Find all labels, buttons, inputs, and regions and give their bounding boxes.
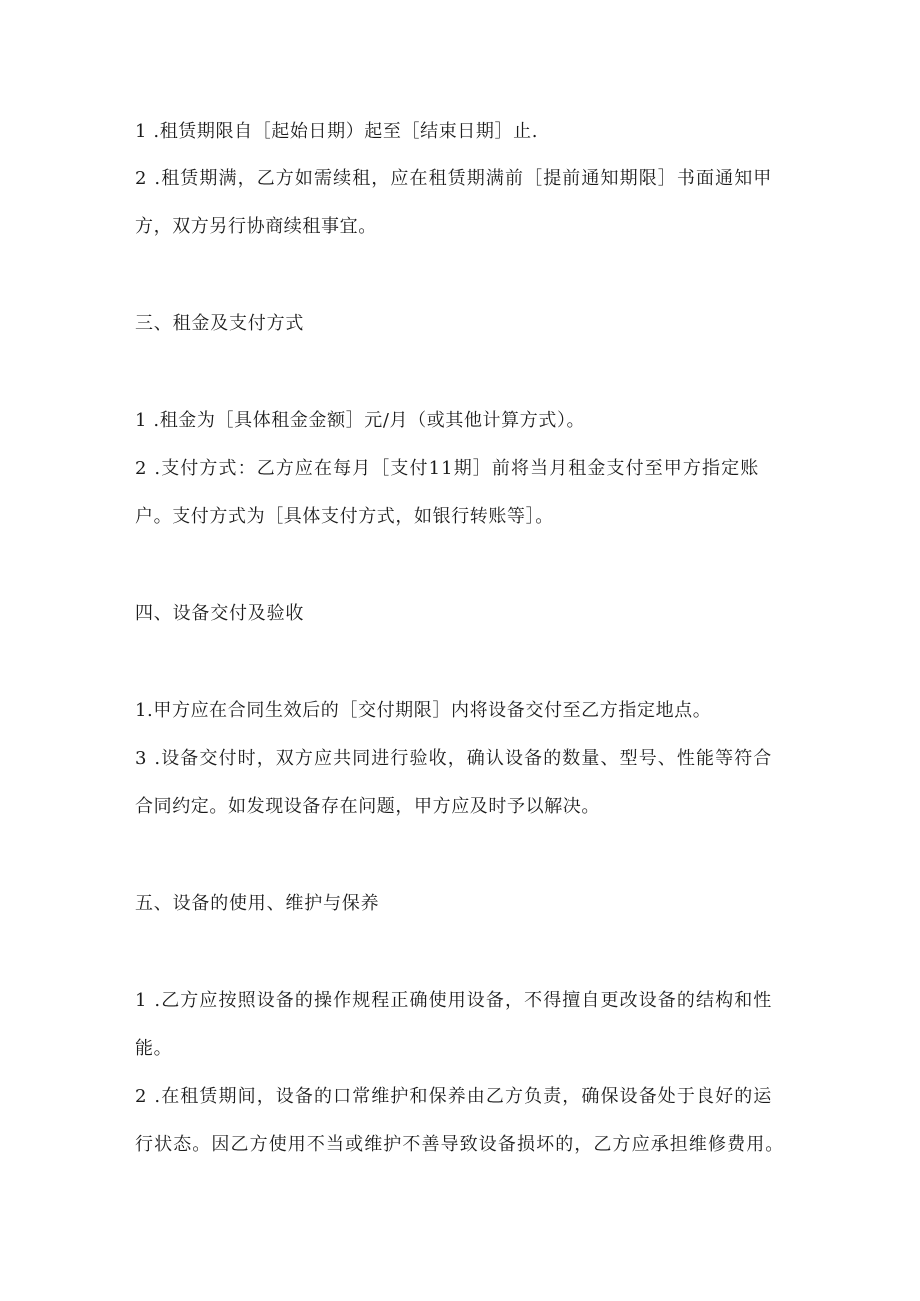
clause-maintenance-1-cont: 能。 [135, 1038, 173, 1059]
clause-term-2-cont: 方，双方另行协商续租事宜。 [135, 216, 377, 237]
clause-term-1: 1 .租赁期限自［起始日期）起至［结束日期］止. [135, 121, 539, 142]
clause-maintenance-2-cont: 行状态。因乙方使用不当或维护不善导致设备损坏的，乙方应承担维修费用。 [135, 1134, 785, 1155]
clause-maintenance-2: 2 .在租赁期间，设备的口常维护和保养由乙方负责，确保设备处于良好的运 [135, 1086, 773, 1107]
clause-rent-2-cont: 户。支付方式为［具体支付方式，如银行转账等］。 [135, 506, 554, 527]
section-heading-rent: 三、租金及支付方式 [135, 313, 305, 334]
section-heading-delivery: 四、设备交付及验收 [135, 603, 305, 624]
section-heading-maintenance: 五、设备的使用、维护与保养 [135, 893, 380, 914]
clause-maintenance-1: 1 .乙方应按照设备的操作规程正确使用设备，不得擅自更改设备的结构和性 [135, 990, 773, 1011]
clause-delivery-1: 1.甲方应在合同生效后的［交付期限］内将设备交付至乙方指定地点。 [135, 700, 712, 721]
clause-rent-2: 2 .支付方式：乙方应在每月［支付11期］前将当月租金支付至甲方指定账 [135, 458, 760, 479]
clause-term-2: 2 .租赁期满，乙方如需续租，应在租赁期满前［提前通知期限］书面通知甲 [135, 168, 773, 189]
clause-delivery-3-cont: 合同约定。如发现设备存在问题，甲方应及时予以解决。 [135, 796, 600, 817]
clause-rent-1: 1 .租金为［具体租金金额］元/月（或其他计算方式）。 [135, 410, 586, 431]
clause-delivery-3: 3 .设备交付时，双方应共同进行验收，确认设备的数量、型号、性能等符合 [135, 748, 773, 769]
